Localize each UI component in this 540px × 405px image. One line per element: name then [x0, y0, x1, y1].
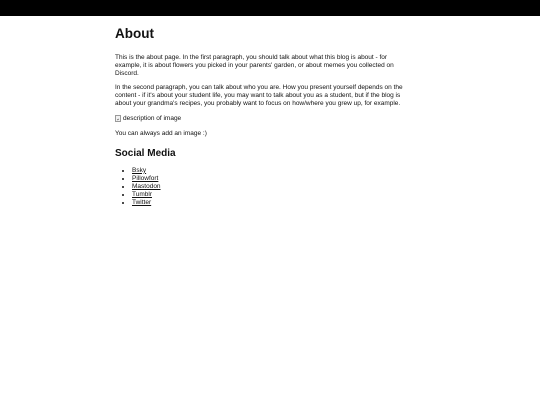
list-item: [132, 167, 415, 175]
intro-paragraph: This is the about page. In the first paragraph, you should talk about what this blog is about - for example, it is about flowers you picked in your parents' garden, or about memes you collected on Discord.: [115, 54, 394, 77]
image-alt-text: description of image: [123, 114, 182, 122]
page-title: About: [115, 26, 154, 41]
social-links-list: [115, 167, 415, 207]
list-item: [132, 199, 415, 207]
about-me-paragraph: In the second paragraph, you can talk about who you are. How you present yourself depends on the content - if it's about your student life, you may want to talk about you as a student, but if the blog is about your grandma's recipes, you probably want to focus on how/where you grew up, for example.: [115, 84, 403, 107]
social-link-mastodon[interactable]: Mastodon: [132, 182, 161, 190]
list-item: [132, 175, 415, 183]
image-caption: You can always add an image :): [115, 129, 207, 137]
social-link-twitter[interactable]: Twitter: [132, 198, 152, 206]
main-content: [115, 26, 415, 207]
top-bar: [0, 0, 540, 16]
list-item: [132, 183, 415, 191]
social-link-pillowfort[interactable]: Pillowfort: [132, 174, 159, 182]
social-media-heading: Social Media: [115, 147, 176, 159]
image-placeholder: [115, 115, 415, 123]
broken-image-icon: [115, 115, 121, 122]
social-link-tumblr[interactable]: Tumblr: [132, 190, 152, 198]
social-link-bsky[interactable]: Bsky: [132, 166, 147, 174]
list-item: [132, 191, 415, 199]
